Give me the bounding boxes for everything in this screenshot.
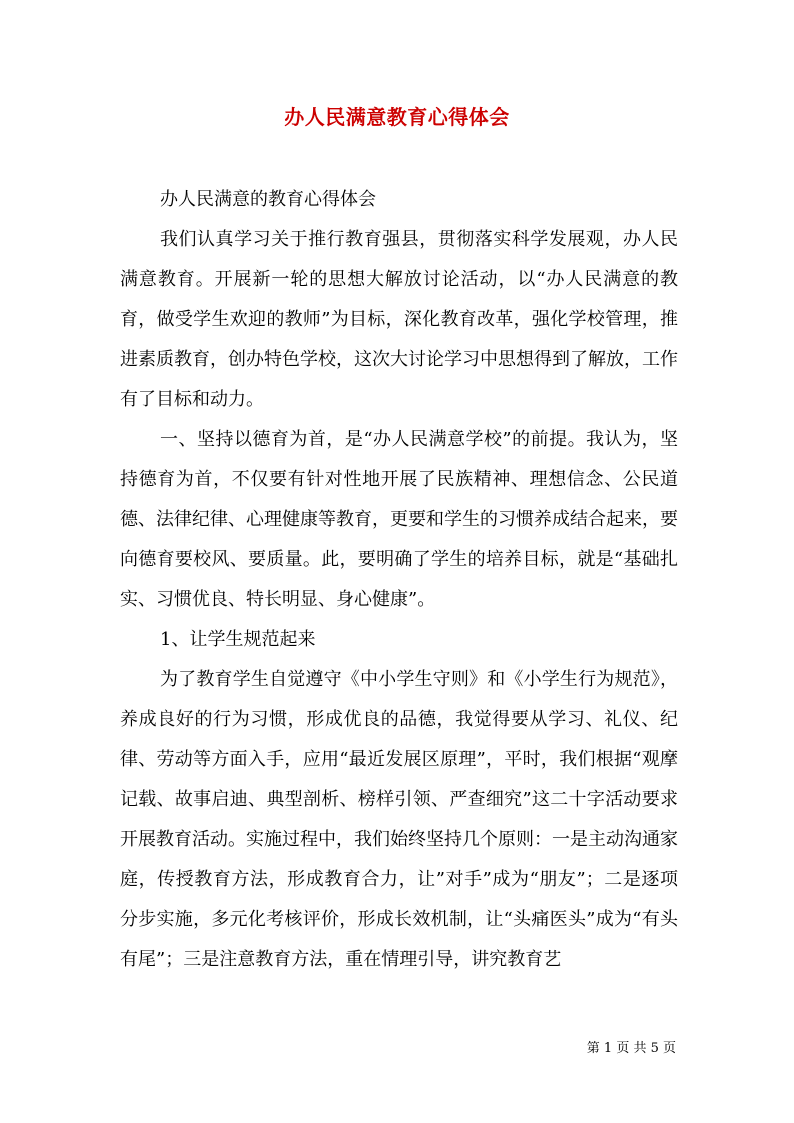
paragraph-subtitle: 办人民满意的教育心得体会 [160, 189, 376, 210]
document-body [120, 180, 678, 980]
page-number: 第 1 页 共 5 页 [586, 1041, 676, 1056]
document-title: 办人民满意教育心得体会 [284, 105, 510, 129]
paragraph-section-one: 一、坚持以德育为首，是“办人民满意学校”的前提。我认为，坚持德育为首，不仅要有针对性地开展了民族精神、理想信念、公民道德、法律纪律、心理健康等教育，更要和学生的习惯养成结合起来，要向德育要校风、要质量。此，要明确了学生的培养目标，就是“基础扎实、习惯优良、特长明显、身心健康”。 [120, 429, 678, 610]
paragraph-body: 为了教育学生自觉遵守《中小学生守则》和《小学生行为规范》，养成良好的行为习惯，形成优良的品德，我觉得要从学习、礼仪、纪律、劳动等方面入手，应用“最近发展区原理”，平时，我们根据“观摩记载、故事启迪、典型剖析、榜样引领、严查细究”这二十字活动要求开展教育活动。实施过程中，我们始终坚持几个原则：一是主动沟通家庭，传授教育方法，形成教育合力，让”对手”成为“朋友”；二是逐项分步实施，多元化考核评价，形成长效机制，让“头痛医头”成为“有头有尾”；三是注意教育方法，重在情理引导，讲究教育艺 [120, 669, 678, 970]
paragraph-subheading-1: 1、让学生规范起来 [160, 629, 316, 650]
paragraph-intro: 我们认真学习关于推行教育强县，贯彻落实科学发展观，办人民满意教育。开展新一轮的思想大解放讨论活动，以“办人民满意的教育，做受学生欢迎的教师”为目标，深化教育改革，强化学校管理，推进素质教育，创办特色学校，这次大讨论学习中思想得到了解放，工作有了目标和动力。 [120, 229, 678, 410]
